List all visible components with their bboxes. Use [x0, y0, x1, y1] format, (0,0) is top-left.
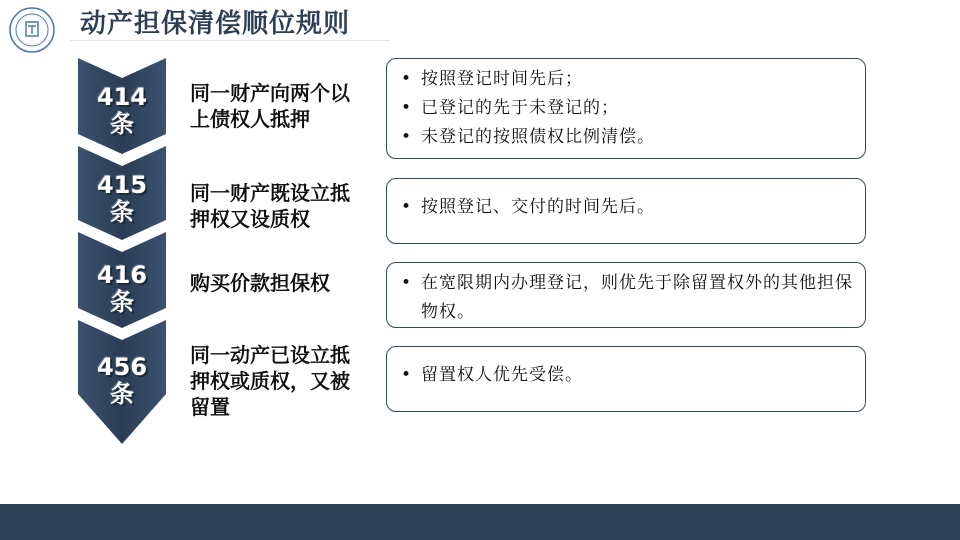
explanation-box-4 — [386, 346, 866, 412]
rule-description-1: 同一财产向两个以上债权人抵押 — [190, 81, 350, 131]
bullet-point: • 在宽限期内办理登记，则优先于除留置权外的其他担保物权。 — [399, 269, 855, 327]
article-number-2: 415 条 — [96, 171, 148, 226]
article-number-4: 456 条 — [96, 353, 148, 408]
footer-bar — [0, 504, 960, 540]
rule-description-2: 同一财产既设立抵押权又设质权 — [190, 181, 350, 231]
bullet-point: • 已登记的先于未登记的； — [399, 94, 855, 123]
bullet-point: • 未登记的按照债权比例清偿。 — [399, 123, 855, 152]
university-logo — [8, 6, 56, 54]
article-number-1: 414 条 — [96, 83, 148, 138]
title-divider — [70, 40, 390, 41]
page-title: 动产担保清偿顺位规则 — [80, 9, 351, 39]
bullet-point: • 留置权人优先受偿。 — [399, 361, 855, 390]
explanation-box-3 — [386, 262, 866, 328]
bullet-point: • 按照登记、交付的时间先后。 — [399, 193, 855, 222]
rule-description-4: 同一动产已设立抵押权或质权，又被留置 — [190, 343, 350, 419]
article-number-3: 416 条 — [96, 261, 148, 316]
rule-description-3: 购买价款担保权 — [190, 271, 330, 295]
bullet-point: • 按照登记时间先后； — [399, 65, 855, 94]
explanation-box-2 — [386, 178, 866, 244]
explanation-box-1 — [386, 58, 866, 159]
